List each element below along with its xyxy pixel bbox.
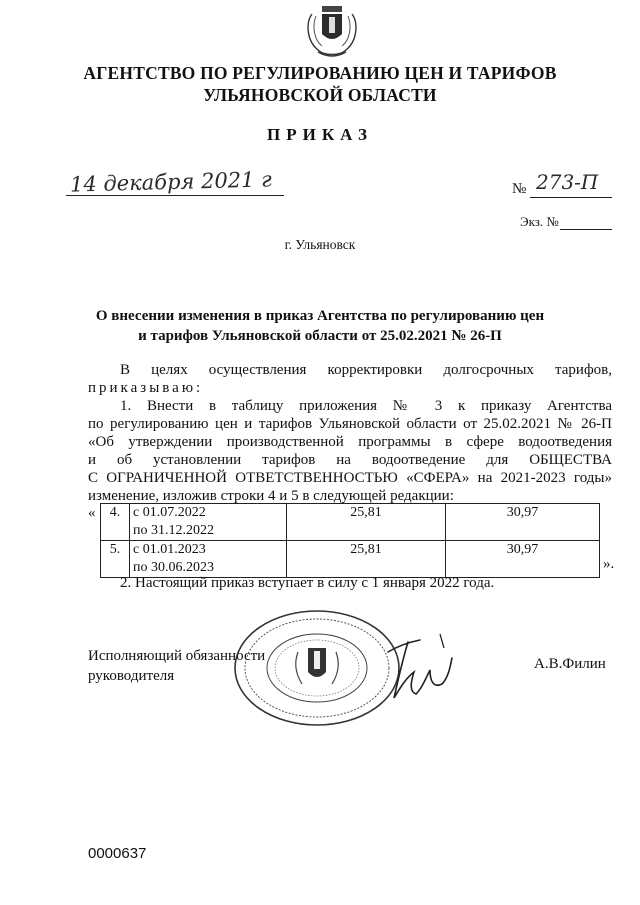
city-line: г. Ульяновск bbox=[284, 237, 356, 252]
handwritten-order-number: 273-П bbox=[536, 170, 599, 194]
order-subject bbox=[60, 306, 580, 346]
row-tariff-value-2: 30,97 bbox=[446, 504, 600, 541]
table-row bbox=[101, 504, 600, 541]
signatory-role-line2: руководителя bbox=[88, 668, 175, 684]
agency-name-line2: УЛЬЯНОВСКОЙ ОБЛАСТИ bbox=[203, 85, 437, 105]
row-period: с 01.07.2022 по 31.12.2022 bbox=[130, 504, 287, 541]
table-open-quote: « bbox=[88, 505, 96, 521]
signatory-role-line1: Исполняющий обязанности bbox=[88, 648, 266, 664]
row-tariff-value-1: 25,81 bbox=[287, 541, 446, 578]
paragraph-item1-line2: по регулированию цен и тарифов Ульяновской области от 25.02.2021 № 26-П bbox=[88, 416, 612, 432]
paragraph-item1-line3: «Об утверждении производственной программы в сфере водоотведения bbox=[88, 434, 612, 450]
document-type-title: ПРИКАЗ bbox=[267, 125, 373, 144]
copy-number-underline bbox=[560, 229, 612, 230]
tariff-table bbox=[100, 503, 600, 578]
paragraph-item1-line5: С ОГРАНИЧЕННОЙ ОТВЕТСТВЕННОСТЬЮ «СФЕРА» на 2021-2023 годы» bbox=[88, 470, 612, 486]
handwritten-date: 14 декабря 2021 г bbox=[69, 167, 273, 197]
row-period: с 01.01.2023 по 30.06.2023 bbox=[130, 541, 287, 578]
table-close-quote: ». bbox=[603, 556, 615, 572]
table-row bbox=[101, 541, 600, 578]
paragraph-purpose-line1: В целях осуществления корректировки долгосрочных тарифов, bbox=[120, 362, 612, 378]
paragraph-item2: 2. Настоящий приказ вступает в силу с 1 января 2022 года. bbox=[120, 575, 495, 591]
paragraph-purpose-line2: приказываю: bbox=[88, 380, 204, 396]
form-serial-number: 0000637 bbox=[88, 845, 147, 862]
paragraph-item1-line6: изменение, изложив строки 4 и 5 в следующей редакции: bbox=[88, 488, 454, 504]
agency-name-line1: АГЕНТСТВО ПО РЕГУЛИРОВАНИЮ ЦЕН И ТАРИФОВ bbox=[83, 63, 557, 83]
row-tariff-value-2: 30,97 bbox=[446, 541, 600, 578]
row-tariff-value-1: 25,81 bbox=[287, 504, 446, 541]
row-number: 5. bbox=[101, 541, 130, 578]
official-seal-stamp bbox=[232, 608, 402, 728]
number-underline bbox=[530, 197, 612, 198]
subject-line1: О внесении изменения в приказ Агентства по регулированию цен bbox=[95, 308, 545, 324]
signatory-name: А.В.Филин bbox=[534, 656, 606, 672]
row-number: 4. bbox=[101, 504, 130, 541]
paragraph-item1-line1: 1. Внести в таблицу приложения № 3 к приказу Агентства bbox=[120, 398, 612, 414]
paragraph-item1-line4: и об установлении тарифов на водоотведение для ОБЩЕСТВА bbox=[88, 452, 612, 468]
date-underline bbox=[66, 195, 284, 196]
handwritten-signature bbox=[380, 628, 458, 718]
copy-number-label: Экз. № bbox=[520, 214, 559, 229]
subject-line2: и тарифов Ульяновской области от 25.02.2021 № 26-П bbox=[138, 328, 502, 344]
order-number-label: № bbox=[512, 181, 527, 197]
coat-of-arms-emblem bbox=[298, 0, 366, 60]
